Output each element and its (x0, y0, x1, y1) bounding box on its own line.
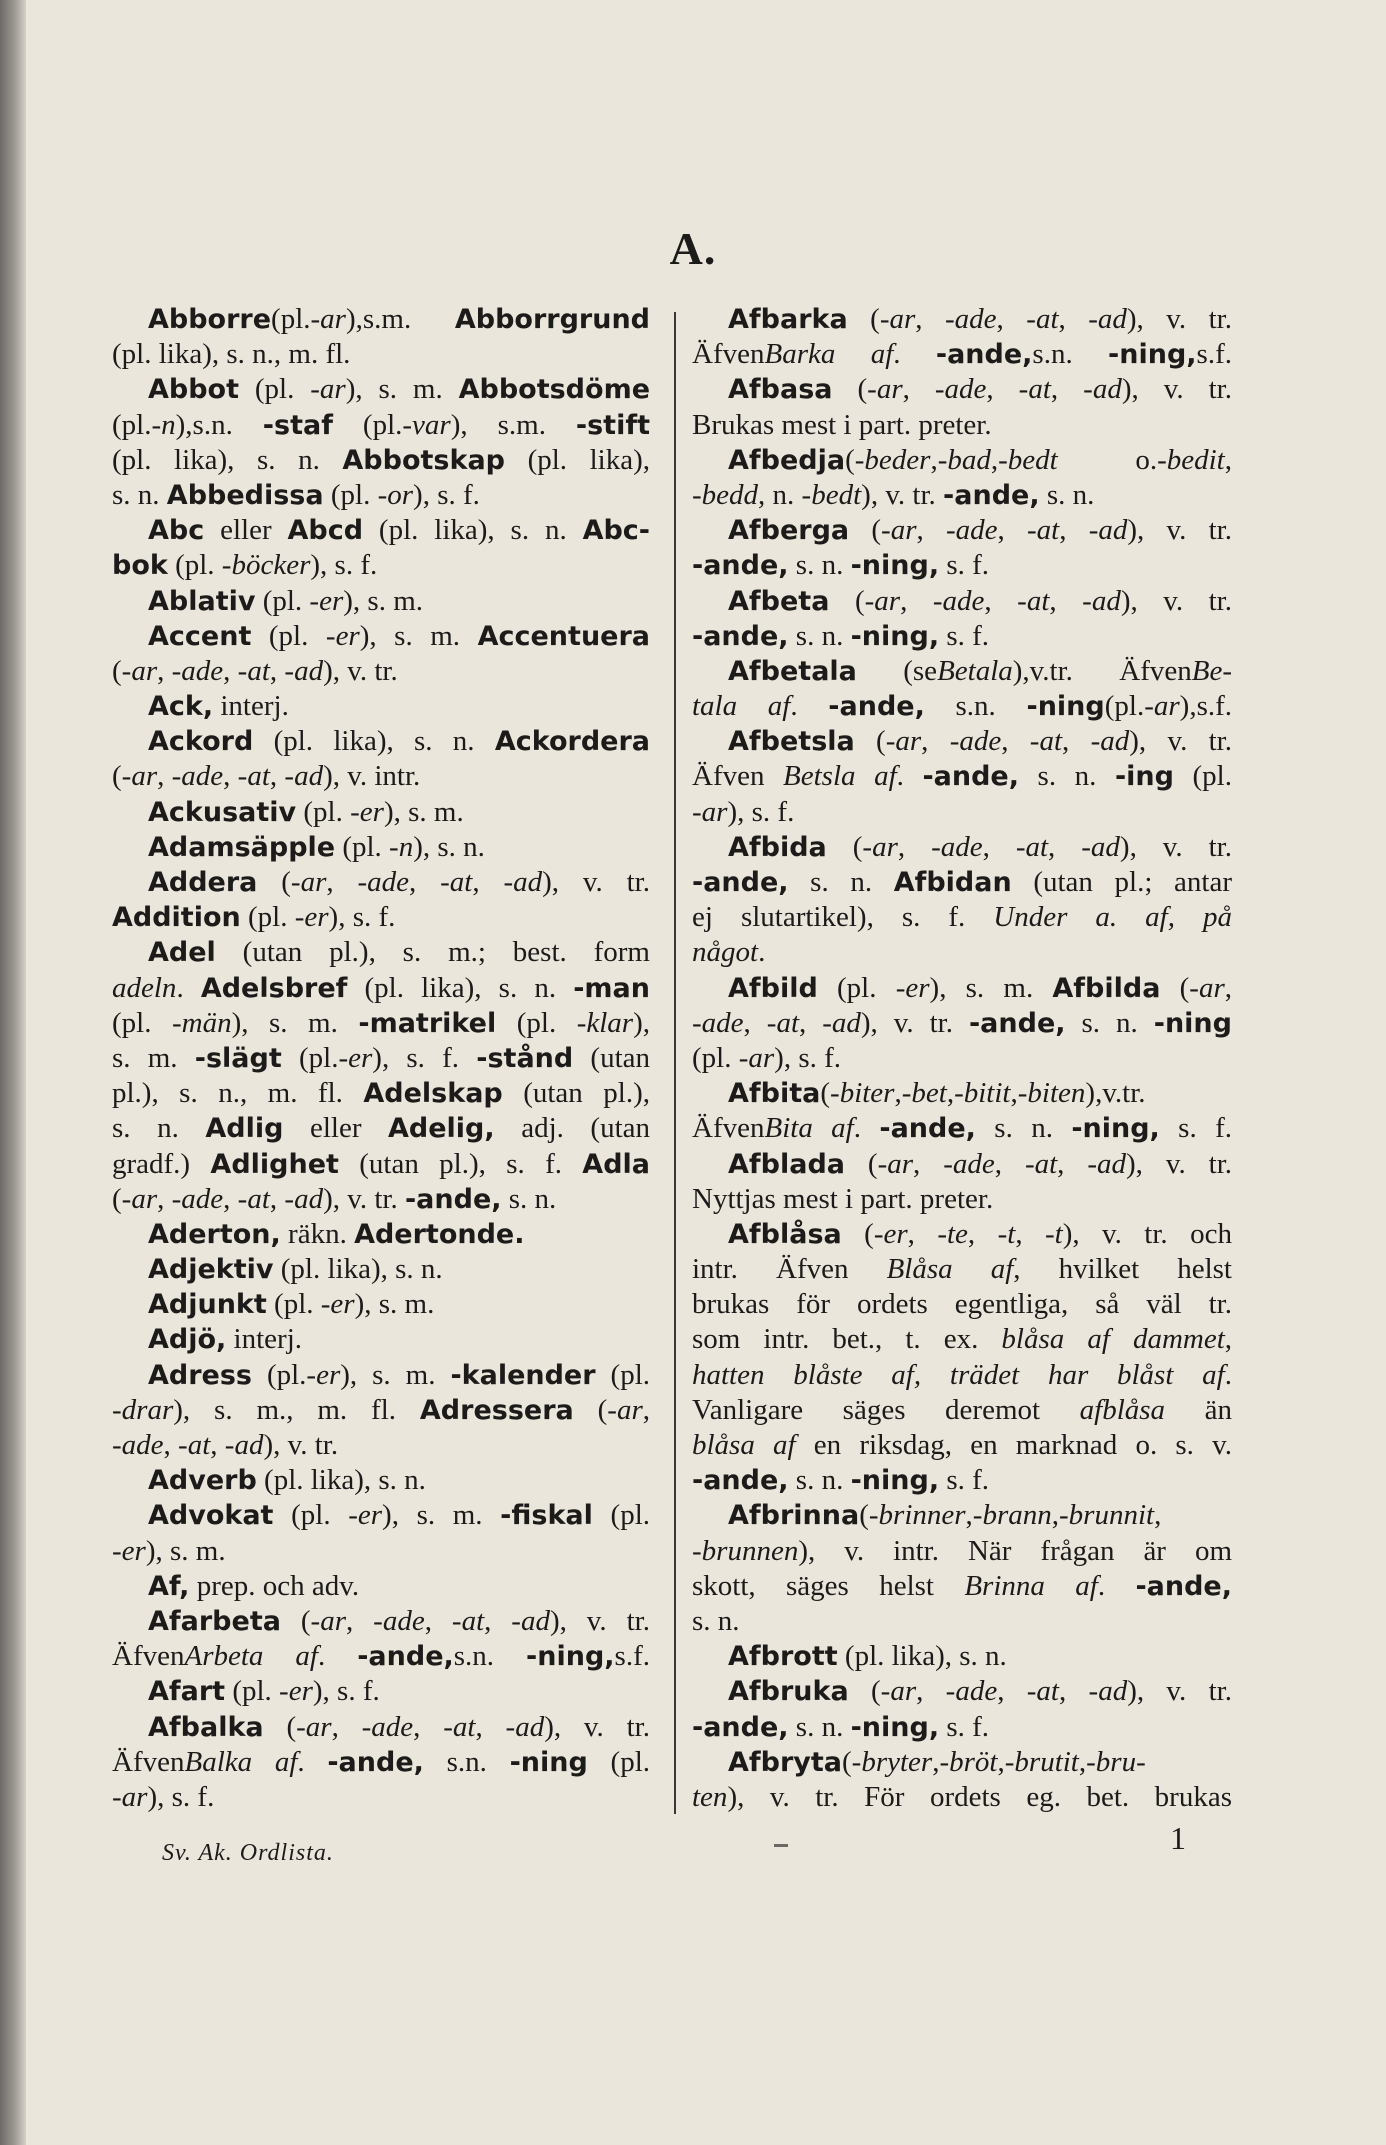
entry-line: Afbrott (pl. lika), s. n. (728, 1640, 1007, 1673)
entry-line: ej slutartikel), s. f. Under a. af, på (692, 901, 1232, 934)
entry-line: Abborre(pl.-ar),s.m. Abborrgrund (148, 303, 650, 335)
entry-line: -bedd, n. -bedt), v. tr. -ande, s. n. (692, 478, 1095, 511)
binding-edge (0, 0, 26, 2145)
entry-line: Afbida (-ar, -ade, -at, -ad), v. tr. (728, 830, 1232, 863)
entry-line: Afbalka (-ar, -ade, -at, -ad), v. tr. (148, 1710, 650, 1743)
entry-line: -ade, -at, -ad), v. tr. (112, 1429, 339, 1461)
entry-line: -brunnen), v. intr. När frågan är om (692, 1534, 1232, 1567)
entry-line: Afbrinna(-brinner,-brann,-brunnit, (728, 1499, 1162, 1532)
entry-line: -ande, s. n. -ning, s. f. (692, 549, 990, 582)
entry-line: Afarbeta (-ar, -ade, -at, -ad), v. tr. (148, 1604, 650, 1637)
entry-line: ÄfvenBarka af. -ande,s.n. -ning,s.f. (692, 338, 1232, 371)
entry-line: (-ar, -ade, -at, -ad), v. intr. (112, 760, 421, 793)
entry-line: Af, prep. och adv. (148, 1569, 360, 1602)
entry-line: -ande, s. n. -ning, s. f. (692, 1710, 990, 1743)
entry-line: Brukas mest i part. preter. (692, 408, 992, 441)
entry-line: ÄfvenBalka af. -ande, s.n. -ning (pl. (112, 1745, 650, 1778)
entry-line: s. n. Abbedissa (pl. -or), s. f. (112, 478, 480, 511)
entry-line: Afbryta(-bryter,-bröt,-brutit,-bru- (728, 1745, 1146, 1778)
entry-line: ten), v. tr. För ordets eg. bet. brukas (692, 1780, 1232, 1813)
entry-line: Ablativ (pl. -er), s. m. (148, 584, 424, 617)
entry-line: intr. Äfven Blåsa af, hvilket helst (692, 1253, 1232, 1286)
entry-line: Afbetsla (-ar, -ade, -at, -ad), v. tr. (728, 725, 1232, 758)
entry-line: Afblåsa (-er, -te, -t, -t), v. tr. och (728, 1217, 1232, 1250)
entry-line: Nyttjas mest i part. preter. (692, 1182, 994, 1215)
entry-line: (-ar, -ade, -at, -ad), v. tr. -ande, s. n. (112, 1182, 557, 1215)
entry-line: -ade, -at, -ad), v. tr. -ande, s. n. -ning (692, 1006, 1232, 1039)
left-column (112, 302, 650, 1815)
entry-line: -ande, s. n. Afbidan (utan pl.; antar (692, 866, 1232, 898)
entry-line: s. m. -slägt (pl.-er), s. f. -stånd (utan (112, 1041, 651, 1074)
entry-line: Adamsäpple (pl. -n), s. n. (148, 830, 485, 863)
entry-line: Adjö, interj. (148, 1323, 302, 1356)
entry-line: adeln. Adelsbref (pl. lika), s. n. -man (112, 971, 650, 1004)
entry-line: -er), s. m. (112, 1534, 226, 1567)
column-divider (674, 312, 676, 1814)
entry-line: Adress (pl.-er), s. m. -kalender (pl. (148, 1358, 650, 1391)
entry-line: -drar), s. m., m. fl. Adressera (-ar, (112, 1393, 650, 1426)
entry-line: Afbeta (-ar, -ade, -at, -ad), v. tr. (728, 584, 1232, 617)
entry-line: Addition (pl. -er), s. f. (112, 901, 396, 934)
entry-line: Adjektiv (pl. lika), s. n. (148, 1253, 443, 1286)
entry-line: tala af. -ande, s.n. -ning(pl.-ar),s.f. (692, 690, 1233, 723)
entry-line: något. (692, 936, 766, 969)
entry-line: blåsa af en riksdag, en marknad o. s. v. (692, 1429, 1232, 1461)
entry-line: Vanligare säges deremot afblåsa än (692, 1393, 1233, 1426)
entry-line: (pl.-n),s.n. -staf (pl.-var), s.m. -stift (112, 408, 650, 441)
entry-line: Addera (-ar, -ade, -at, -ad), v. tr. (148, 866, 650, 898)
entry-line: Afbarka (-ar, -ade, -at, -ad), v. tr. (728, 303, 1232, 335)
entry-line: gradf.) Adlighet (utan pl.), s. f. Adla (112, 1147, 650, 1180)
entry-line: bok (pl. -böcker), s. f. (112, 549, 378, 582)
entry-line: som intr. bet., t. ex. blåsa af dammet, (692, 1323, 1233, 1356)
page-number: 1 (1170, 1820, 1186, 1856)
entry-line: Afbita(-biter,-bet,-bitit,-biten),v.tr. (728, 1077, 1146, 1110)
right-column (692, 302, 1232, 1815)
entry-line: (pl. lika), s. n. Abbotskap (pl. lika), (112, 443, 650, 476)
entry-line: Adel (utan pl.), s. m.; best. form (148, 936, 650, 969)
entry-line: Afbetala (seBetala),v.tr. ÄfvenBe- (728, 654, 1232, 687)
entry-line: Afbild (pl. -er), s. m. Afbilda (-ar, (728, 971, 1233, 1004)
page-title: A. (669, 223, 717, 274)
entry-line: -ar), s. f. (692, 795, 795, 828)
entry-line: ÄfvenArbeta af. -ande,s.n. -ning,s.f. (112, 1640, 650, 1673)
entry-line: ÄfvenBita af. -ande, s. n. -ning, s. f. (692, 1112, 1232, 1145)
entry-line: Afbasa (-ar, -ade, -at, -ad), v. tr. (728, 373, 1232, 406)
entry-line: Adverb (pl. lika), s. n. (148, 1464, 426, 1497)
entry-line: Ackord (pl. lika), s. n. Ackordera (148, 725, 650, 758)
entry-line: Ackusativ (pl. -er), s. m. (148, 795, 464, 828)
entry-line: s. n. (692, 1604, 740, 1637)
entry-line: (pl. -ar), s. f. (692, 1041, 842, 1074)
footer-source: Sv. Ak. Ordlista. (162, 1840, 334, 1866)
entry-line: s. n. Adlig eller Adelig, adj. (utan (112, 1112, 650, 1145)
entry-line: Abbot (pl. -ar), s. m. Abbotsdöme (148, 373, 651, 406)
entry-line: (pl. lika), s. n., m. fl. (112, 338, 351, 371)
entry-line: Accent (pl. -er), s. m. Accentuera (148, 619, 651, 652)
entry-line: Abc eller Abcd (pl. lika), s. n. Abc- (148, 514, 650, 547)
entry-line: Adjunkt (pl. -er), s. m. (148, 1288, 435, 1321)
entry-line: pl.), s. n., m. fl. Adelskap (utan pl.), (112, 1077, 650, 1110)
entry-line: Advokat (pl. -er), s. m. -fiskal (pl. (148, 1499, 651, 1532)
entry-line: hatten blåste af, trädet har blåst af. (692, 1358, 1232, 1391)
footer-dash (774, 1844, 788, 1847)
entry-line: Ack, interj. (148, 690, 289, 723)
entry-line: Aderton, räkn. Adertonde. (148, 1217, 525, 1250)
entry-line: -ande, s. n. -ning, s. f. (692, 619, 990, 652)
entry-line: brukas för ordets egentliga, så väl tr. (692, 1288, 1232, 1321)
entry-line: -ar), s. f. (112, 1780, 215, 1813)
entry-line: (-ar, -ade, -at, -ad), v. tr. (112, 654, 398, 687)
entry-line: Afart (pl. -er), s. f. (148, 1675, 380, 1708)
entry-line: skott, säges helst Brinna af. -ande, (692, 1569, 1232, 1602)
entry-line: Afbedja(-beder,-bad,-bedt o.-bedit, (728, 443, 1232, 476)
entry-line: Afblada (-ar, -ade, -at, -ad), v. tr. (728, 1147, 1232, 1180)
entry-line: Afbruka (-ar, -ade, -at, -ad), v. tr. (728, 1675, 1232, 1708)
entry-line: (pl. -män), s. m. -matrikel (pl. -klar), (112, 1006, 651, 1039)
entry-line: Afberga (-ar, -ade, -at, -ad), v. tr. (728, 514, 1232, 547)
entry-line: Äfven Betsla af. -ande, s. n. -ing (pl. (692, 760, 1232, 793)
entry-line: -ande, s. n. -ning, s. f. (692, 1464, 990, 1497)
